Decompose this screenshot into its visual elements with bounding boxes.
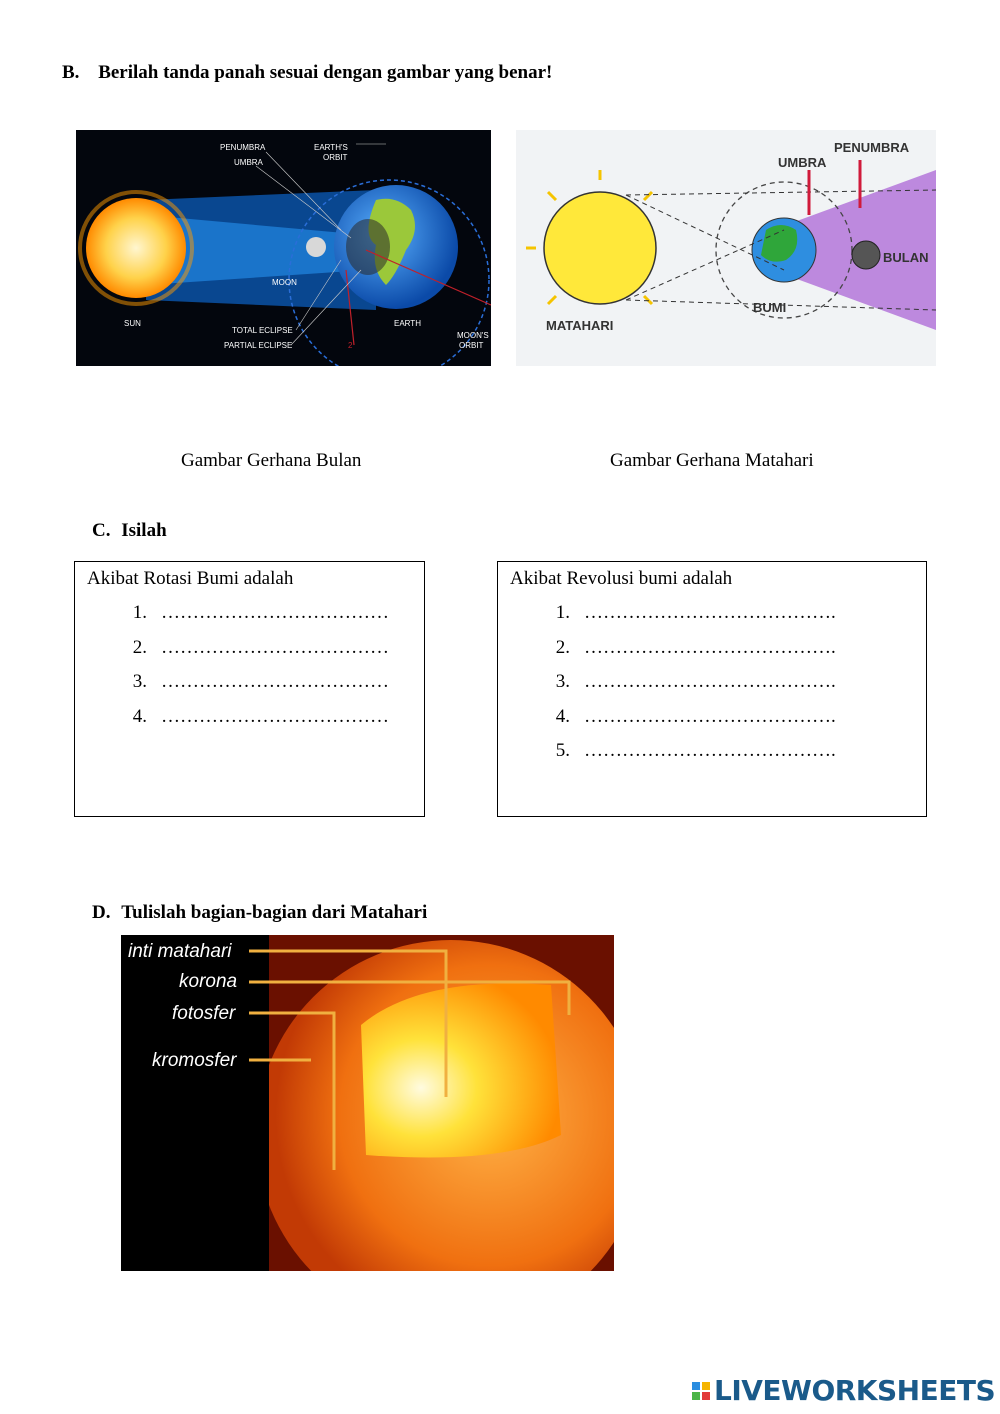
section-c-heading: C. Isilah bbox=[92, 520, 167, 541]
list-item-number: 2. bbox=[132, 636, 147, 658]
list-item-number: 1. bbox=[555, 602, 570, 624]
answer-blank[interactable]: …………………………………. bbox=[584, 671, 836, 693]
answer-blank[interactable]: ……………………………… bbox=[161, 705, 389, 727]
label-penumbra-right: PENUMBRA bbox=[834, 140, 910, 155]
label-total-eclipse: TOTAL ECLIPSE bbox=[232, 326, 293, 335]
answer-blank[interactable]: …………………………………. bbox=[584, 705, 836, 727]
label-partial-eclipse: PARTIAL ECLIPSE bbox=[224, 341, 293, 350]
answer-blank[interactable]: …………………………………. bbox=[584, 740, 836, 762]
lunar-eclipse-image bbox=[76, 130, 491, 366]
logo-text: LIVEWORKSHEETS bbox=[714, 1374, 996, 1407]
caption-lunar-eclipse: Gambar Gerhana Bulan bbox=[181, 450, 362, 471]
list-item bbox=[87, 596, 412, 631]
list-item-number: 5. bbox=[555, 740, 570, 762]
label-inti-matahari: inti matahari bbox=[128, 941, 232, 962]
section-b-heading: B. Berilah tanda panah sesuai dengan gambar yang benar! bbox=[62, 62, 553, 83]
list-item bbox=[510, 700, 914, 735]
label-earths-orbit: ORBIT bbox=[323, 153, 348, 162]
logo-icon bbox=[692, 1382, 710, 1400]
rotation-box bbox=[74, 561, 425, 817]
list-item-number: 4. bbox=[132, 705, 147, 727]
list-item bbox=[510, 596, 914, 631]
list-item bbox=[510, 734, 914, 769]
label-moons-orbit: ORBIT bbox=[459, 341, 484, 350]
label-umbra-right: UMBRA bbox=[778, 155, 827, 170]
solar-eclipse-image bbox=[516, 130, 936, 366]
list-item bbox=[87, 700, 412, 735]
rotation-box-title: Akibat Rotasi Bumi adalah bbox=[87, 568, 294, 589]
answer-blank[interactable]: …………………………………. bbox=[584, 636, 836, 658]
label-bulan: BULAN bbox=[883, 250, 929, 265]
revolution-box-title: Akibat Revolusi bumi adalah bbox=[510, 568, 733, 589]
revolution-list bbox=[510, 596, 914, 769]
answer-blank[interactable]: ……………………………… bbox=[161, 636, 389, 658]
label-sun: SUN bbox=[124, 319, 141, 328]
liveworksheets-logo bbox=[692, 1374, 995, 1407]
section-d-heading: D. Tulislah bagian-bagian dari Matahari bbox=[92, 902, 428, 923]
answer-blank[interactable]: ……………………………… bbox=[161, 671, 389, 693]
label-earths: EARTH'S bbox=[314, 143, 348, 152]
label-kromosfer: kromosfer bbox=[152, 1050, 237, 1071]
list-item bbox=[87, 631, 412, 666]
label-bumi: BUMI bbox=[753, 300, 787, 315]
label-fotosfer: fotosfer bbox=[172, 1003, 236, 1024]
section-b-instruction: Berilah tanda panah sesuai dengan gambar yang benar! bbox=[98, 62, 553, 83]
list-item-number: 2. bbox=[555, 636, 570, 658]
answer-blank[interactable]: …………………………………. bbox=[584, 602, 836, 624]
list-item bbox=[87, 665, 412, 700]
answer-blank[interactable]: ……………………………… bbox=[161, 602, 389, 624]
label-moon: MOON bbox=[272, 278, 297, 287]
label-number: 2 bbox=[348, 341, 353, 350]
label-korona: korona bbox=[179, 971, 238, 992]
revolution-box bbox=[497, 561, 927, 817]
list-item-number: 1. bbox=[132, 602, 147, 624]
rotation-list bbox=[87, 596, 412, 734]
label-matahari: MATAHARI bbox=[546, 318, 614, 333]
list-item bbox=[510, 665, 914, 700]
list-item-number: 4. bbox=[555, 705, 570, 727]
list-item-number: 3. bbox=[555, 671, 570, 693]
label-penumbra: PENUMBRA bbox=[220, 143, 266, 152]
label-moons: MOON'S bbox=[457, 331, 489, 340]
caption-solar-eclipse: Gambar Gerhana Matahari bbox=[610, 450, 814, 471]
list-item bbox=[510, 631, 914, 666]
sun-structure-image bbox=[121, 935, 614, 1271]
list-item-number: 3. bbox=[132, 671, 147, 693]
label-umbra: UMBRA bbox=[234, 158, 263, 167]
label-earth: EARTH bbox=[394, 319, 421, 328]
